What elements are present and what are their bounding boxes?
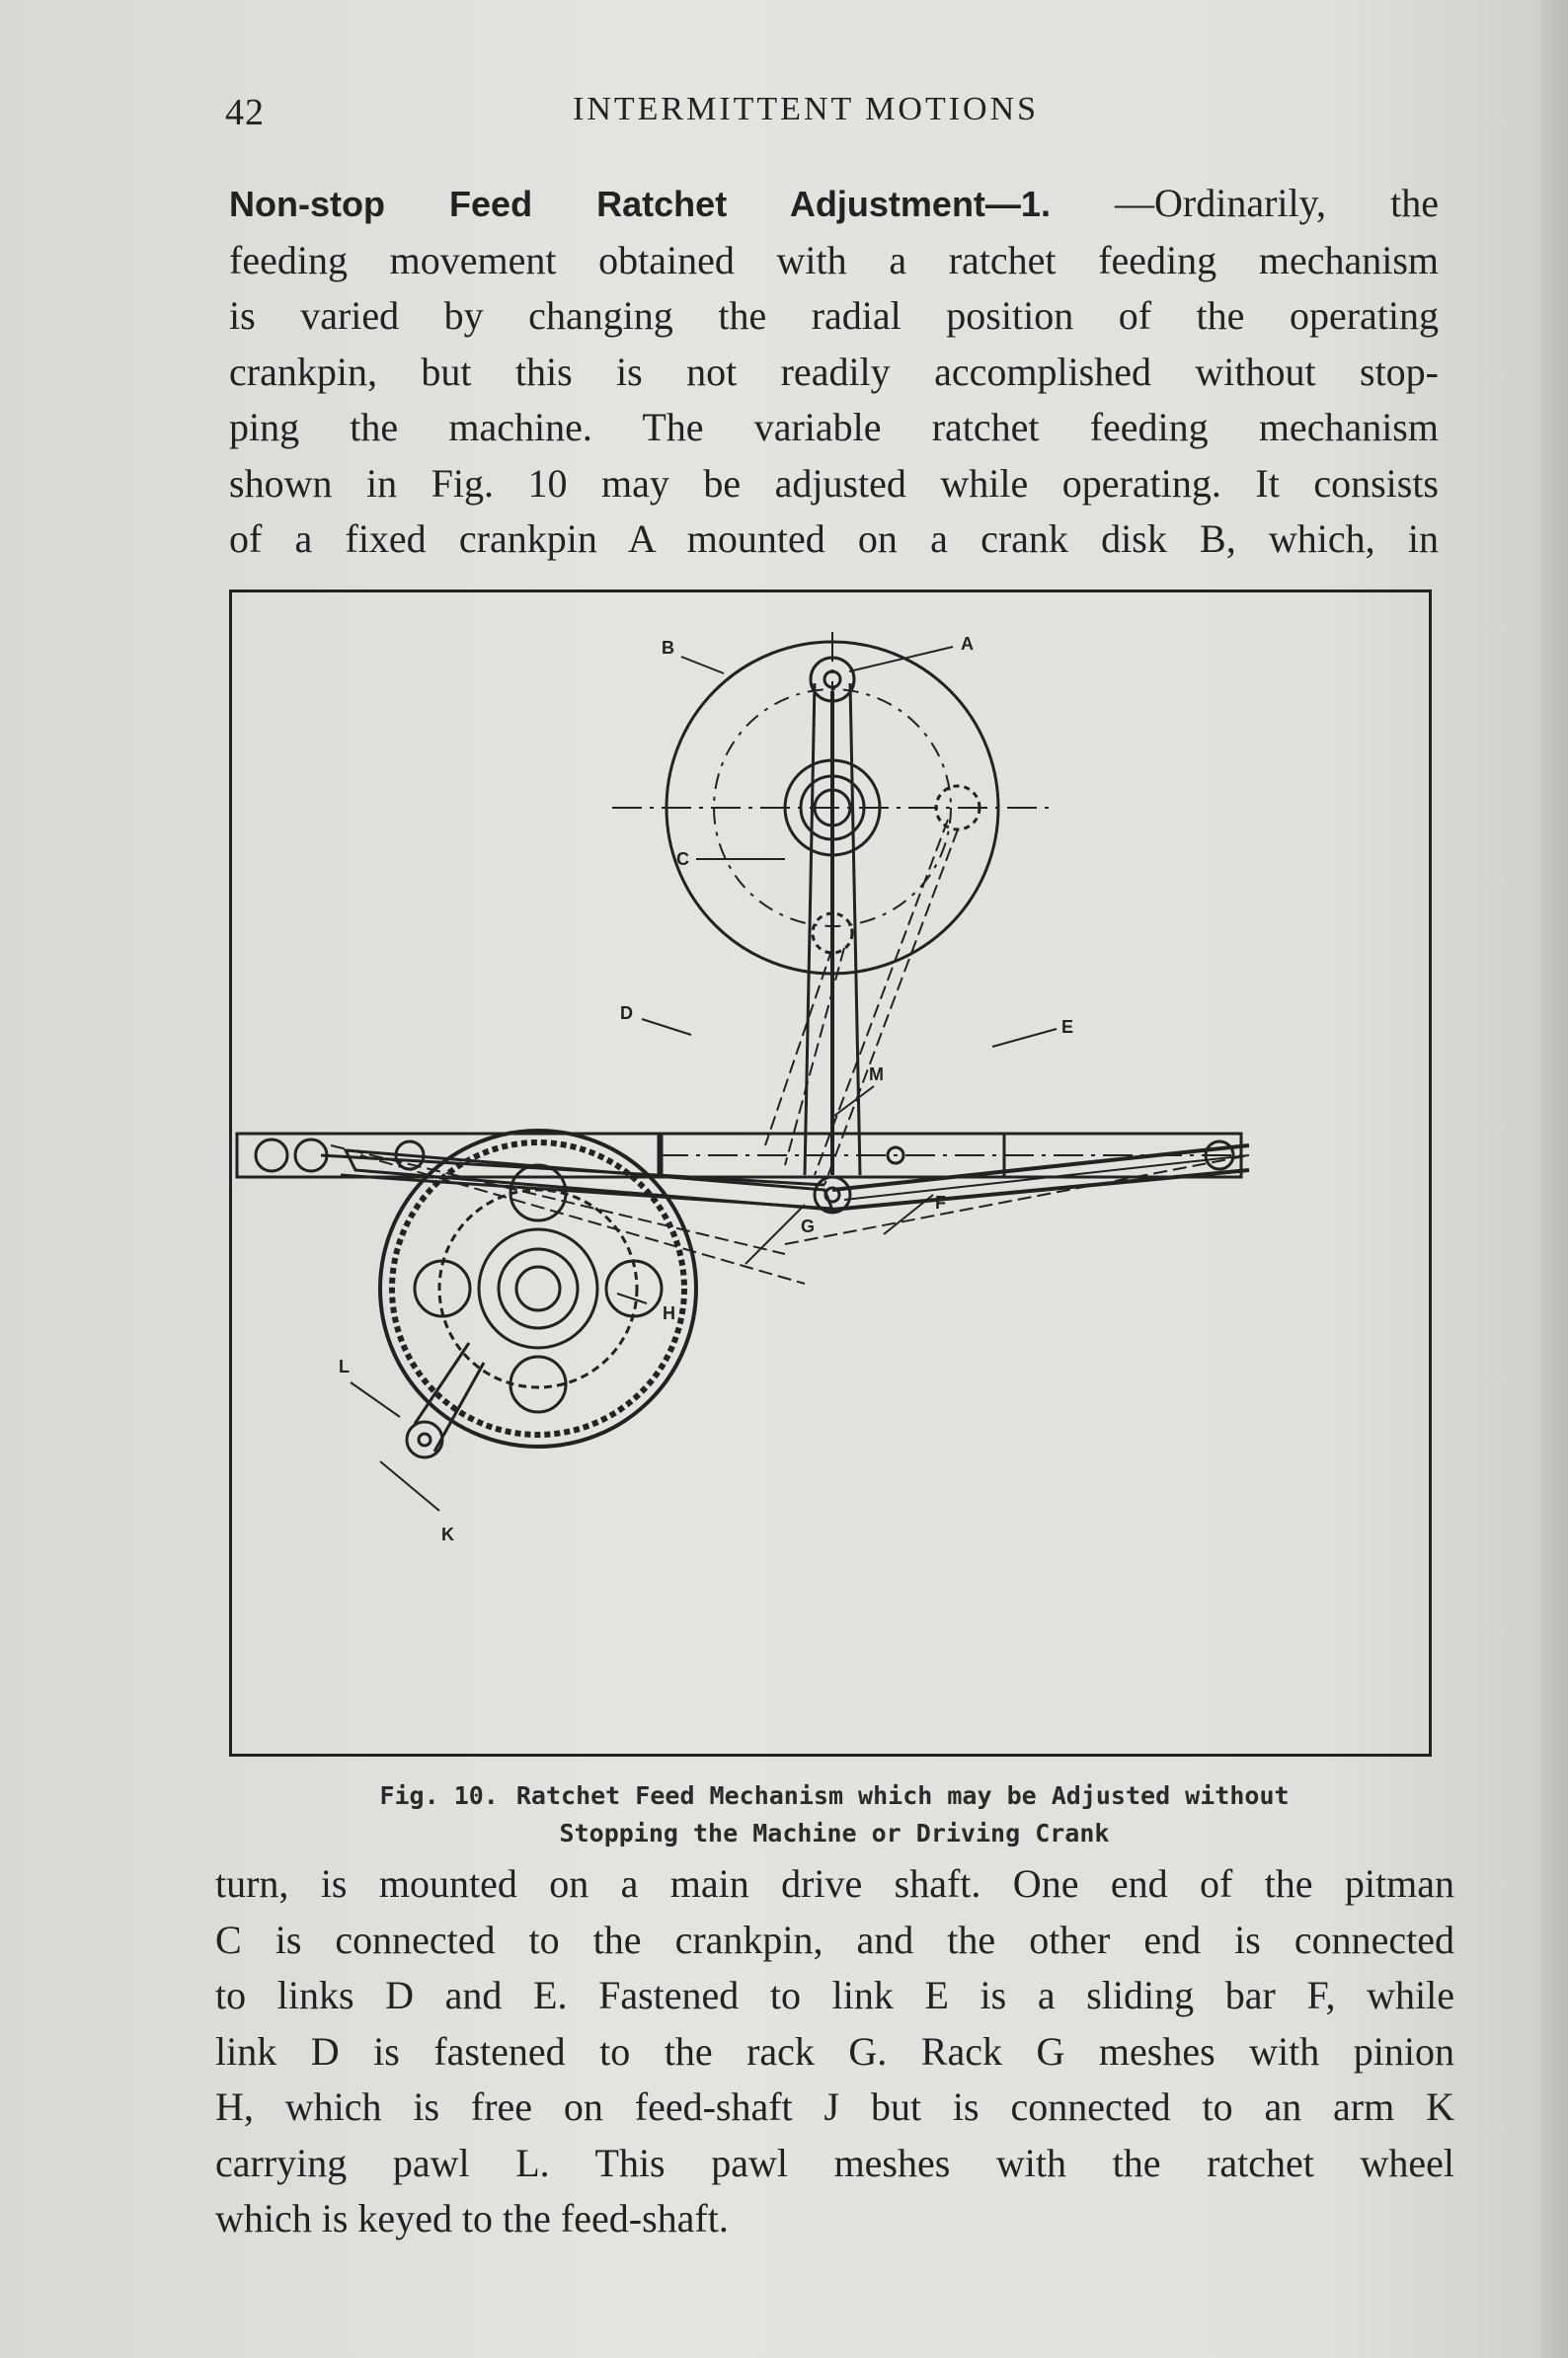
text-line: C is connected to the crankpin, and the other end is connected xyxy=(215,1917,1454,1962)
label-F: F xyxy=(935,1193,946,1213)
text-line: carrying pawl L. This pawl meshes with the ratchet wheel xyxy=(215,2140,1454,2185)
label-C: C xyxy=(676,849,689,869)
text-line: to links D and E. Fastened to link E is a sliding bar F, while xyxy=(215,1973,1454,2017)
label-A: A xyxy=(961,634,974,654)
ratchet-mechanism-diagram xyxy=(232,592,1429,1754)
label-E: E xyxy=(1061,1017,1074,1037)
figure-10-drawing xyxy=(229,590,1432,1757)
intro-paragraph xyxy=(229,176,1439,568)
section-heading: Non-stop Feed Ratchet Adjustment—1. xyxy=(229,184,1051,224)
text-line: H, which is free on feed-shaft J but is connected to an arm K xyxy=(215,2084,1454,2129)
text-line: turn, is mounted on a main drive shaft. One end of the pitman xyxy=(215,1861,1454,1906)
caption-line: Stopping the Machine or Driving Crank xyxy=(559,1819,1110,1847)
label-G: G xyxy=(801,1217,816,1236)
text-line: shown in Fig. 10 may be adjusted while operating. It consists xyxy=(229,460,1439,506)
label-B: B xyxy=(662,638,674,658)
label-H: H xyxy=(663,1303,675,1323)
page-edge xyxy=(1540,0,1568,2358)
text-line: which is keyed to the feed-shaft. xyxy=(215,2196,729,2240)
running-title: INTERMITTENT MOTIONS xyxy=(573,91,1040,127)
body-paragraph xyxy=(215,1856,1454,2247)
text-line: feeding movement obtained with a ratchet feeding mechanism xyxy=(229,237,1439,282)
text-line: link D is fastened to the rack G. Rack G meshes with pinion xyxy=(215,2028,1454,2074)
label-K: K xyxy=(441,1525,454,1544)
caption-label: Fig. 10. xyxy=(379,1781,499,1810)
text-line: is varied by changing the radial position of the operating xyxy=(229,293,1439,338)
page-number: 42 xyxy=(225,92,265,133)
running-head xyxy=(225,91,1440,140)
text-line: Non-stop Feed Ratchet Adjustment—1. —Ordinarily, the xyxy=(229,181,1439,225)
label-D: D xyxy=(620,1003,633,1023)
text-line: of a fixed crankpin A mounted on a crank disk B, which, in xyxy=(229,516,1439,561)
text-line: ping the machine. The variable ratchet feeding mechanism xyxy=(229,405,1439,449)
text-line: crankpin, but this is not readily accomplished without stop- xyxy=(229,349,1439,394)
caption-line: Fig. 10. Ratchet Feed Mechanism which may be Adjusted without xyxy=(379,1781,1290,1810)
figure-caption xyxy=(237,1777,1432,1852)
label-L: L xyxy=(339,1357,350,1376)
label-M: M xyxy=(869,1064,884,1084)
arm-K xyxy=(407,1422,442,1457)
